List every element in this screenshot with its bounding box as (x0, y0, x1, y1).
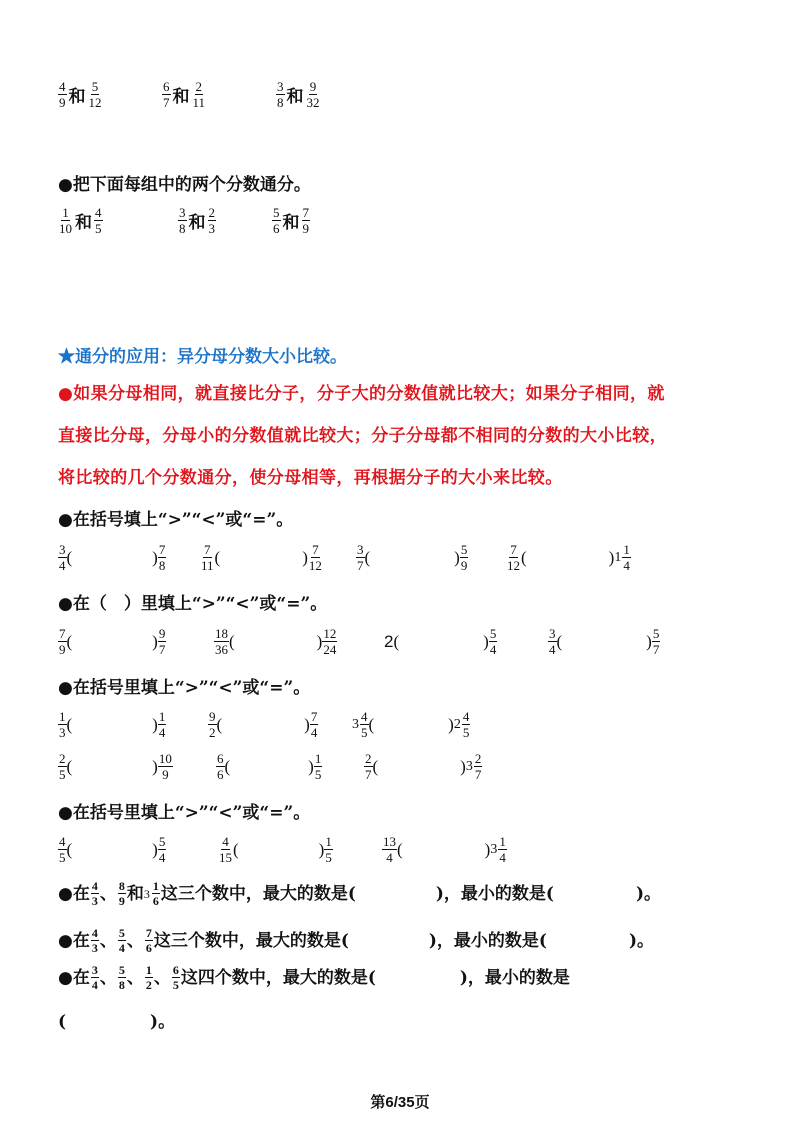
fraction-numerator: 7 (510, 542, 517, 557)
fraction-denominator: 11 (201, 558, 214, 573)
fraction-numerator: 7 (310, 709, 318, 724)
fraction-numerator: 1 (62, 205, 69, 220)
fraction (310, 710, 319, 739)
question-4-heading: ●在括号里填上“>”“<”或“=”。 (58, 803, 311, 823)
answer-blank[interactable]: ( ) (372, 756, 466, 776)
fraction-numerator: 10 (158, 751, 172, 766)
fraction (118, 880, 126, 907)
rule-line-1: ●如果分母相同，就直接比分子，分子大的分数值就比较大；如果分子相同，就 (58, 384, 665, 404)
compare-item (216, 752, 322, 781)
fraction-denominator: 7 (357, 558, 364, 573)
fraction (145, 927, 153, 954)
fraction (548, 627, 557, 656)
fraction (360, 710, 369, 739)
whole-number: 3 (143, 886, 150, 901)
fraction-pair (276, 80, 321, 109)
fraction-denominator: 9 (59, 642, 66, 657)
fraction-numerator: 6 (172, 963, 179, 977)
fraction-numerator: 7 (145, 926, 152, 940)
section-heading-comparison: ★通分的应用：异分母分数大小比较。 (58, 347, 347, 367)
fraction (172, 964, 180, 991)
fraction-denominator: 3 (91, 894, 98, 908)
compare-item (218, 835, 333, 864)
fraction-denominator: 8 (179, 221, 186, 236)
fraction (474, 752, 483, 781)
fraction-numerator: 5 (489, 626, 497, 641)
conjunction-he: 和 (172, 87, 190, 107)
compare-item (548, 627, 660, 656)
fraction-numerator: 4 (91, 879, 98, 893)
fraction (322, 627, 337, 656)
fraction (506, 543, 521, 572)
fraction (652, 627, 661, 656)
fraction (200, 543, 215, 572)
fraction (208, 710, 217, 739)
fraction-denominator: 6 (152, 894, 159, 908)
fraction-numerator: 2 (195, 79, 203, 94)
rule-line-2: 直接比分母，分母小的分数值就比较大；分子分母都不相同的分数的大小比较， (58, 426, 667, 446)
whole-number: 3 (490, 841, 498, 857)
fraction (216, 752, 225, 781)
fraction-numerator: 3 (549, 626, 556, 641)
compare-item: 2 ( ) $\frac{5}{4}$ (384, 626, 497, 657)
fraction-denominator: 36 (215, 642, 228, 657)
fraction (462, 710, 471, 739)
fraction-denominator: 4 (386, 850, 393, 865)
answer-blank[interactable]: ( ) (214, 547, 308, 567)
answer-blank[interactable]: ( ) (364, 547, 460, 567)
fraction-denominator: 7 (163, 95, 170, 110)
fraction-denominator: 7 (474, 767, 482, 782)
fraction-denominator: 2 (145, 978, 152, 992)
fraction (489, 627, 498, 656)
compare-item (58, 835, 166, 864)
fraction-denominator: 4 (158, 850, 166, 865)
conjunction-he: 和 (75, 213, 92, 233)
fraction (158, 543, 167, 572)
fraction (356, 543, 365, 572)
fraction-numerator: 5 (118, 926, 125, 940)
fraction (314, 752, 323, 781)
conjunction-he: 和 (68, 87, 86, 107)
fraction (58, 543, 67, 572)
conjunction-he: 和 (188, 213, 206, 233)
fraction-numerator: 1 (59, 709, 66, 724)
fraction-numerator: 5 (158, 834, 166, 849)
question-6: ●在 $\frac{4}{3}$ 、 $\frac{5}{4}$ 、 $\frac{7}{6}$ 这三个数中，最大的数是( )，最小的数是( )。 (58, 926, 655, 955)
fraction (158, 835, 167, 864)
fraction-denominator: 2 (209, 725, 216, 740)
compare-item (58, 752, 173, 781)
fraction-numerator: 4 (462, 709, 470, 724)
fraction-denominator: 5 (314, 767, 322, 782)
fraction-denominator: 6 (145, 941, 152, 955)
fraction (91, 964, 99, 991)
answer-blank[interactable]: ( ) (397, 839, 491, 859)
fraction-numerator: 3 (91, 963, 98, 977)
compare-item (58, 627, 166, 656)
answer-blank[interactable]: ( ) (556, 631, 652, 651)
fraction (58, 627, 67, 656)
fraction-numerator: 3 (277, 79, 284, 94)
fraction-pair (162, 80, 206, 109)
fraction (91, 927, 99, 954)
fraction (58, 206, 73, 235)
fraction-denominator: 5 (59, 767, 66, 782)
fraction-numerator: 4 (95, 205, 102, 220)
fraction-numerator: 2 (59, 751, 66, 766)
answer-blank[interactable]: ( ) (368, 714, 454, 734)
answer-blank[interactable]: ( ) (66, 839, 158, 859)
fraction-numerator: 1 (623, 542, 630, 557)
fraction (88, 80, 103, 109)
fraction-numerator: 3 (59, 542, 66, 557)
fraction (308, 543, 323, 572)
whole-number: 2 (453, 716, 461, 732)
fraction-numerator: 13 (383, 834, 396, 849)
fraction-denominator: 5 (325, 850, 332, 865)
answer-blank[interactable]: ( ) (224, 756, 314, 776)
fraction (460, 543, 469, 572)
fraction-numerator: 6 (163, 79, 170, 94)
fraction-denominator: 8 (118, 978, 125, 992)
conjunction-he: 和 (282, 213, 300, 233)
answer-blank[interactable]: ( ) (66, 631, 158, 651)
fraction (152, 880, 160, 907)
fraction-denominator: 6 (273, 221, 280, 236)
fraction-numerator: 9 (209, 709, 216, 724)
answer-blank[interactable]: ( ) (521, 547, 615, 567)
fraction-denominator: 9 (302, 221, 309, 236)
fraction-numerator: 3 (179, 205, 186, 220)
question-7-line-2: ( )。 (58, 1012, 176, 1032)
answer-blank[interactable]: ( ) (229, 631, 323, 651)
fraction-denominator: 3 (208, 221, 215, 236)
fraction (118, 964, 126, 991)
fraction-denominator: 12 (88, 95, 102, 110)
fraction-denominator: 7 (652, 642, 660, 657)
conjunction-he: 和 (286, 87, 304, 107)
fraction-denominator: 7 (365, 767, 372, 782)
fraction-denominator: 4 (549, 642, 556, 657)
fraction-numerator: 3 (357, 542, 364, 557)
whole-number: 3 (352, 716, 359, 732)
fraction-numerator: 7 (312, 542, 319, 557)
fraction (178, 206, 187, 235)
fraction-denominator: 7 (158, 642, 166, 657)
fraction-numerator: 12 (323, 626, 337, 641)
fraction-pair (58, 206, 103, 235)
fraction-numerator: 4 (361, 709, 368, 724)
fraction-numerator: 8 (118, 879, 125, 893)
fraction-denominator: 6 (217, 767, 224, 782)
fraction-numerator: 2 (474, 751, 482, 766)
compare-item (208, 710, 318, 739)
fraction-denominator: 4 (158, 725, 166, 740)
fraction-denominator: 5 (59, 850, 66, 865)
fraction-denominator: 9 (460, 558, 468, 573)
fraction-numerator: 1 (325, 834, 332, 849)
fraction-numerator: 7 (302, 205, 309, 220)
compare-item (356, 543, 468, 572)
fraction-denominator: 32 (306, 95, 320, 110)
fraction (94, 206, 103, 235)
fraction-denominator: 12 (308, 558, 322, 573)
answer-blank[interactable]: ( ) (393, 631, 489, 651)
fraction-numerator: 6 (217, 751, 224, 766)
fraction-numerator: 1 (145, 963, 152, 977)
fraction-denominator: 4 (489, 642, 497, 657)
compare-item (214, 627, 337, 656)
fraction (91, 880, 99, 907)
fraction-denominator: 9 (59, 95, 66, 110)
fraction-numerator: 2 (365, 751, 372, 766)
fraction (218, 835, 233, 864)
fraction-numerator: 5 (91, 79, 99, 94)
answer-blank[interactable]: ( ) (66, 756, 158, 776)
fraction-denominator: 5 (462, 725, 470, 740)
fraction-denominator: 3 (91, 941, 98, 955)
fraction-denominator: 4 (91, 978, 98, 992)
question-1-heading: ●在括号填上“>”“<”或“=”。 (58, 510, 294, 530)
fraction-numerator: 4 (59, 79, 66, 94)
fraction (382, 835, 397, 864)
fraction (214, 627, 229, 656)
fraction-denominator: 4 (499, 850, 506, 865)
fraction-denominator: 5 (361, 725, 368, 740)
compare-item (364, 752, 482, 781)
fraction (158, 627, 167, 656)
fraction (272, 206, 281, 235)
fraction (364, 752, 373, 781)
answer-blank[interactable]: ( ) (233, 839, 325, 859)
fraction-denominator: 4 (59, 558, 66, 573)
compare-item (200, 543, 323, 572)
fraction-pair (178, 206, 216, 235)
question-3-heading: ●在括号里填上“>”“<”或“=”。 (58, 678, 311, 698)
fraction (498, 835, 507, 864)
fraction (58, 835, 67, 864)
fraction-numerator: 18 (215, 626, 228, 641)
fraction-denominator: 15 (219, 850, 232, 865)
fraction (158, 752, 173, 781)
fraction (208, 206, 217, 235)
fraction-denominator: 11 (192, 95, 206, 110)
fraction-denominator: 3 (59, 725, 66, 740)
fraction-pair (272, 206, 310, 235)
fraction-numerator: 4 (222, 834, 229, 849)
fraction (58, 80, 67, 109)
fraction-denominator: 5 (95, 221, 102, 236)
fraction (306, 80, 321, 109)
fraction-numerator: 2 (208, 205, 215, 220)
fraction-numerator: 1 (499, 834, 506, 849)
fraction-denominator: 24 (323, 642, 337, 657)
fraction-numerator: 5 (652, 626, 660, 641)
fraction-numerator: 5 (273, 205, 280, 220)
fraction (58, 710, 67, 739)
fraction (622, 543, 631, 572)
fraction-numerator: 9 (158, 626, 166, 641)
compare-item (506, 543, 631, 572)
whole-number: 3 (465, 758, 473, 774)
fraction-numerator: 5 (460, 542, 468, 557)
fraction-denominator: 4 (310, 725, 318, 740)
question-5: ●在 $\frac{4}{3}$ 、 $\frac{8}{9}$ 和 3 $\frac{1}{6}$ 这三个数中，最大的数是( )，最小的数是( )。 (58, 879, 662, 908)
fraction (145, 964, 153, 991)
fraction-numerator: 1 (152, 879, 159, 893)
compare-item (382, 835, 507, 864)
fraction-denominator: 4 (118, 941, 125, 955)
whole-number: 1 (614, 549, 622, 565)
fraction-numerator: 1 (314, 751, 322, 766)
fraction-denominator: 10 (59, 221, 72, 236)
compare-item (58, 543, 166, 572)
fraction-numerator: 7 (59, 626, 66, 641)
fraction (158, 710, 167, 739)
answer-blank[interactable]: ( ) (66, 547, 158, 567)
tongfen-heading: ●把下面每组中的两个分数通分。 (58, 175, 311, 195)
compare-item (352, 710, 470, 739)
fraction-denominator: 9 (118, 894, 125, 908)
fraction (192, 80, 207, 109)
compare-item (58, 710, 166, 739)
fraction (118, 927, 126, 954)
fraction (58, 752, 67, 781)
fraction-denominator: 8 (277, 95, 284, 110)
answer-blank[interactable]: ( ) (66, 714, 158, 734)
fraction-pair (58, 80, 103, 109)
fraction (302, 206, 311, 235)
fraction-numerator: 5 (118, 963, 125, 977)
fraction-denominator: 12 (507, 558, 520, 573)
page-number: 第6/35页 (370, 1094, 430, 1111)
fraction-denominator: 9 (162, 767, 169, 782)
rule-line-3: 将比较的几个分数通分，使分母相等，再根据分子的大小来比较。 (58, 468, 563, 488)
fraction (162, 80, 171, 109)
fraction (324, 835, 333, 864)
question-2-heading: ●在（ ）里填上“>”“<”或“=”。 (58, 594, 328, 614)
fraction-numerator: 4 (59, 834, 66, 849)
fraction-numerator: 7 (204, 542, 211, 557)
fraction-denominator: 4 (623, 558, 630, 573)
fraction-numerator: 4 (91, 926, 98, 940)
fraction (276, 80, 285, 109)
fraction-numerator: 7 (158, 542, 166, 557)
fraction-numerator: 9 (309, 79, 317, 94)
fraction-denominator: 8 (158, 558, 166, 573)
question-7: ●在 $\frac{3}{4}$ 、 $\frac{5}{8}$ 、 $\frac{1}{2}$ 、 $\frac{6}{5}$ 这四个数中，最大的数是( )，最小的数是 (58, 963, 570, 992)
fraction-numerator: 1 (158, 709, 166, 724)
fraction-denominator: 5 (172, 978, 179, 992)
answer-blank[interactable]: ( ) (216, 714, 310, 734)
